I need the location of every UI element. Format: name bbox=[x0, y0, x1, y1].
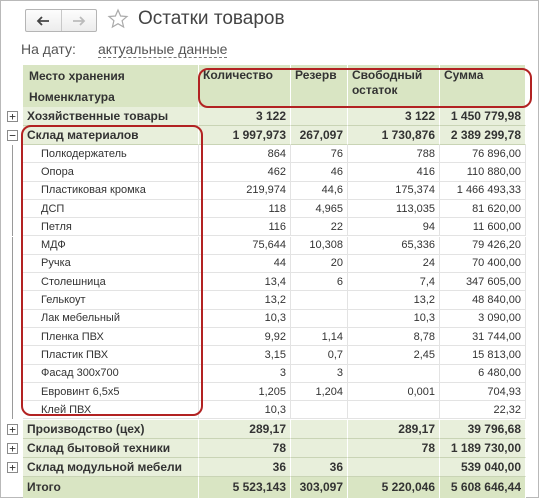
table-header bbox=[1, 65, 539, 107]
tree-gutter bbox=[1, 383, 23, 401]
cell-sum: 3 090,00 bbox=[440, 310, 526, 328]
cell-qty: 10,3 bbox=[199, 401, 291, 419]
cell-sum: 48 840,00 bbox=[440, 291, 526, 309]
cell-reserve bbox=[291, 439, 348, 458]
cell-free: 289,17 bbox=[348, 420, 440, 439]
cell-free: 78 bbox=[348, 439, 440, 458]
cell-sum: 347 605,00 bbox=[440, 273, 526, 291]
cell-reserve: 76 bbox=[291, 145, 348, 163]
cell-sum: 22,32 bbox=[440, 401, 526, 419]
tree-gutter bbox=[1, 310, 23, 328]
column-reserve[interactable]: Резерв bbox=[291, 65, 348, 107]
cell-name: Ручка bbox=[23, 255, 199, 273]
tree-line bbox=[12, 182, 13, 200]
cell-name: Пленка ПВХ bbox=[23, 328, 199, 346]
cell-reserve: 6 bbox=[291, 273, 348, 291]
star-icon[interactable] bbox=[107, 8, 129, 30]
tree-gutter bbox=[1, 365, 23, 383]
cell-qty: 3 122 bbox=[199, 107, 291, 126]
cell-name: Склад материалов bbox=[23, 126, 199, 145]
cell-qty: 289,17 bbox=[199, 420, 291, 439]
cell-free: 7,4 bbox=[348, 273, 440, 291]
page-title: Остатки товаров bbox=[138, 8, 285, 29]
table-row[interactable] bbox=[1, 346, 539, 364]
cell-reserve: 20 bbox=[291, 255, 348, 273]
cell-free: 94 bbox=[348, 218, 440, 236]
cell-reserve: 4,965 bbox=[291, 200, 348, 218]
tree-gutter bbox=[1, 107, 23, 126]
table-row[interactable] bbox=[1, 163, 539, 181]
cell-reserve bbox=[291, 420, 348, 439]
cell-reserve bbox=[291, 107, 348, 126]
cell-qty: 1 997,973 bbox=[199, 126, 291, 145]
header-location-item bbox=[23, 65, 199, 107]
cell-free: 65,336 bbox=[348, 237, 440, 255]
cell-name: Опора bbox=[23, 163, 199, 181]
collapse-icon[interactable]: − bbox=[7, 130, 18, 141]
tree-line bbox=[12, 346, 13, 364]
expand-icon[interactable]: + bbox=[7, 111, 18, 122]
table-row[interactable] bbox=[1, 273, 539, 291]
group-row[interactable] bbox=[1, 126, 539, 145]
cell-reserve bbox=[291, 401, 348, 419]
cell-reserve: 3 bbox=[291, 365, 348, 383]
cell-sum: 5 608 646,44 bbox=[440, 477, 526, 498]
cell-name: Столешница bbox=[23, 273, 199, 291]
tree-gutter bbox=[1, 401, 23, 419]
table-row[interactable] bbox=[1, 365, 539, 383]
cell-sum: 704,93 bbox=[440, 383, 526, 401]
cell-name: Пластиковая кромка bbox=[23, 182, 199, 200]
cell-qty: 13,2 bbox=[199, 291, 291, 309]
cell-name: МДФ bbox=[23, 237, 199, 255]
cell-sum: 6 480,00 bbox=[440, 365, 526, 383]
cell-name: Петля bbox=[23, 218, 199, 236]
tree-line bbox=[12, 255, 13, 273]
cell-name: Склад бытовой техники bbox=[23, 439, 199, 458]
cell-qty: 116 bbox=[199, 218, 291, 236]
cell-reserve: 36 bbox=[291, 458, 348, 477]
cell-qty: 13,4 bbox=[199, 273, 291, 291]
cell-reserve: 22 bbox=[291, 218, 348, 236]
tree-gutter bbox=[1, 218, 23, 236]
tree-line bbox=[12, 365, 13, 383]
tree-line bbox=[12, 237, 13, 255]
cell-free: 8,78 bbox=[348, 328, 440, 346]
cell-qty: 78 bbox=[199, 439, 291, 458]
cell-sum: 2 389 299,78 bbox=[440, 126, 526, 145]
cell-reserve: 303,097 bbox=[291, 477, 348, 498]
tree-line bbox=[12, 383, 13, 401]
cell-free: 175,374 bbox=[348, 182, 440, 200]
column-item: Номенклатура bbox=[29, 89, 115, 104]
tree-gutter bbox=[1, 273, 23, 291]
cell-free: 10,3 bbox=[348, 310, 440, 328]
cell-sum: 81 620,00 bbox=[440, 200, 526, 218]
tree-gutter bbox=[1, 291, 23, 309]
tree-line bbox=[12, 273, 13, 291]
table-row[interactable] bbox=[1, 328, 539, 346]
cell-name: Гелькоут bbox=[23, 291, 199, 309]
group-row[interactable] bbox=[1, 420, 539, 439]
cell-sum: 39 796,68 bbox=[440, 420, 526, 439]
cell-qty: 864 bbox=[199, 145, 291, 163]
tree-line bbox=[12, 200, 13, 218]
date-label: На дату: bbox=[21, 41, 76, 57]
cell-reserve: 46 bbox=[291, 163, 348, 181]
tree-line bbox=[12, 163, 13, 181]
navigation-buttons bbox=[25, 9, 97, 32]
cell-name: Евровинт 6,5х5 bbox=[23, 383, 199, 401]
tree-gutter bbox=[1, 163, 23, 181]
cell-name: Клей ПВХ bbox=[23, 401, 199, 419]
back-button[interactable] bbox=[26, 10, 61, 31]
cell-reserve: 44,6 bbox=[291, 182, 348, 200]
tree-gutter bbox=[1, 200, 23, 218]
column-qty[interactable]: Количество bbox=[199, 65, 291, 107]
table-row[interactable] bbox=[1, 237, 539, 255]
cell-sum: 1 450 779,98 bbox=[440, 107, 526, 126]
cell-name: Производство (цех) bbox=[23, 420, 199, 439]
cell-reserve: 10,308 bbox=[291, 237, 348, 255]
table-row[interactable] bbox=[1, 218, 539, 236]
cell-free: 0,001 bbox=[348, 383, 440, 401]
cell-free: 788 bbox=[348, 145, 440, 163]
cell-qty: 3 bbox=[199, 365, 291, 383]
cell-name: ДСП bbox=[23, 200, 199, 218]
tree-gutter bbox=[1, 346, 23, 364]
cell-name: Склад модульной мебели bbox=[23, 458, 199, 477]
cell-free: 3 122 bbox=[348, 107, 440, 126]
tree-gutter bbox=[1, 255, 23, 273]
cell-free: 416 bbox=[348, 163, 440, 181]
cell-reserve: 1,14 bbox=[291, 328, 348, 346]
cell-sum: 79 426,20 bbox=[440, 237, 526, 255]
tree-line bbox=[12, 310, 13, 328]
cell-qty: 10,3 bbox=[199, 310, 291, 328]
cell-qty: 36 bbox=[199, 458, 291, 477]
cell-free: 13,2 bbox=[348, 291, 440, 309]
cell-sum: 1 189 730,00 bbox=[440, 439, 526, 458]
column-free[interactable]: Свободный остаток bbox=[348, 65, 440, 107]
tree-gutter bbox=[1, 328, 23, 346]
date-link[interactable]: актуальные данные bbox=[98, 41, 228, 57]
cell-free: 1 730,876 bbox=[348, 126, 440, 145]
tree-gutter bbox=[1, 439, 23, 458]
cell-sum: 11 600,00 bbox=[440, 218, 526, 236]
group-row[interactable] bbox=[1, 107, 539, 126]
cell-qty: 118 bbox=[199, 200, 291, 218]
expand-icon[interactable]: + bbox=[7, 462, 18, 473]
tree-gutter bbox=[1, 237, 23, 255]
cell-name: Полкодержатель bbox=[23, 145, 199, 163]
column-location: Место хранения bbox=[29, 68, 125, 83]
table-row[interactable] bbox=[1, 401, 539, 419]
table-row[interactable] bbox=[1, 383, 539, 401]
cell-qty: 462 bbox=[199, 163, 291, 181]
cell-qty: 219,974 bbox=[199, 182, 291, 200]
cell-sum: 15 813,00 bbox=[440, 346, 526, 364]
cell-free: 5 220,046 bbox=[348, 477, 440, 498]
expand-icon[interactable]: + bbox=[7, 443, 18, 454]
cell-sum: 31 744,00 bbox=[440, 328, 526, 346]
cell-reserve: 1,204 bbox=[291, 383, 348, 401]
cell-qty: 1,205 bbox=[199, 383, 291, 401]
tree-gutter bbox=[1, 126, 23, 145]
cell-free: 24 bbox=[348, 255, 440, 273]
tree-gutter bbox=[1, 420, 23, 439]
tree-gutter bbox=[1, 477, 23, 498]
cell-sum: 76 896,00 bbox=[440, 145, 526, 163]
cell-free: 2,45 bbox=[348, 346, 440, 364]
tree-line bbox=[12, 218, 13, 236]
total-row[interactable] bbox=[1, 477, 539, 498]
cell-sum: 70 400,00 bbox=[440, 255, 526, 273]
cell-qty: 3,15 bbox=[199, 346, 291, 364]
cell-name: Фасад 300х700 bbox=[23, 365, 199, 383]
expand-icon[interactable]: + bbox=[7, 424, 18, 435]
cell-name: Хозяйственные товары bbox=[23, 107, 199, 126]
tree-gutter bbox=[1, 182, 23, 200]
table-row[interactable] bbox=[1, 255, 539, 273]
tree-line bbox=[12, 145, 13, 163]
table-row[interactable] bbox=[1, 310, 539, 328]
cell-sum: 539 040,00 bbox=[440, 458, 526, 477]
table-row[interactable] bbox=[1, 145, 539, 163]
table-row[interactable] bbox=[1, 182, 539, 200]
cell-free bbox=[348, 401, 440, 419]
cell-name: Пластик ПВХ bbox=[23, 346, 199, 364]
cell-qty: 75,644 bbox=[199, 237, 291, 255]
cell-qty: 5 523,143 bbox=[199, 477, 291, 498]
cell-sum: 110 880,00 bbox=[440, 163, 526, 181]
tree-line bbox=[12, 401, 13, 419]
arrow-left-icon bbox=[36, 16, 50, 26]
arrow-right-icon bbox=[72, 16, 86, 26]
group-row[interactable] bbox=[1, 458, 539, 477]
column-sum[interactable]: Сумма bbox=[440, 65, 526, 107]
cell-reserve bbox=[291, 310, 348, 328]
cell-qty: 44 bbox=[199, 255, 291, 273]
cell-free bbox=[348, 458, 440, 477]
cell-reserve: 0,7 bbox=[291, 346, 348, 364]
cell-name: Итого bbox=[23, 477, 199, 498]
cell-name: Лак мебельный bbox=[23, 310, 199, 328]
forward-button[interactable] bbox=[61, 10, 96, 31]
tree-line bbox=[12, 328, 13, 346]
cell-qty: 9,92 bbox=[199, 328, 291, 346]
cell-sum: 1 466 493,33 bbox=[440, 182, 526, 200]
tree-gutter bbox=[1, 145, 23, 163]
cell-free: 113,035 bbox=[348, 200, 440, 218]
cell-reserve: 267,097 bbox=[291, 126, 348, 145]
cell-free bbox=[348, 365, 440, 383]
cell-reserve bbox=[291, 291, 348, 309]
group-row[interactable] bbox=[1, 439, 539, 458]
tree-gutter bbox=[1, 458, 23, 477]
table-row[interactable] bbox=[1, 200, 539, 218]
tree-line bbox=[12, 291, 13, 309]
table-row[interactable] bbox=[1, 291, 539, 309]
